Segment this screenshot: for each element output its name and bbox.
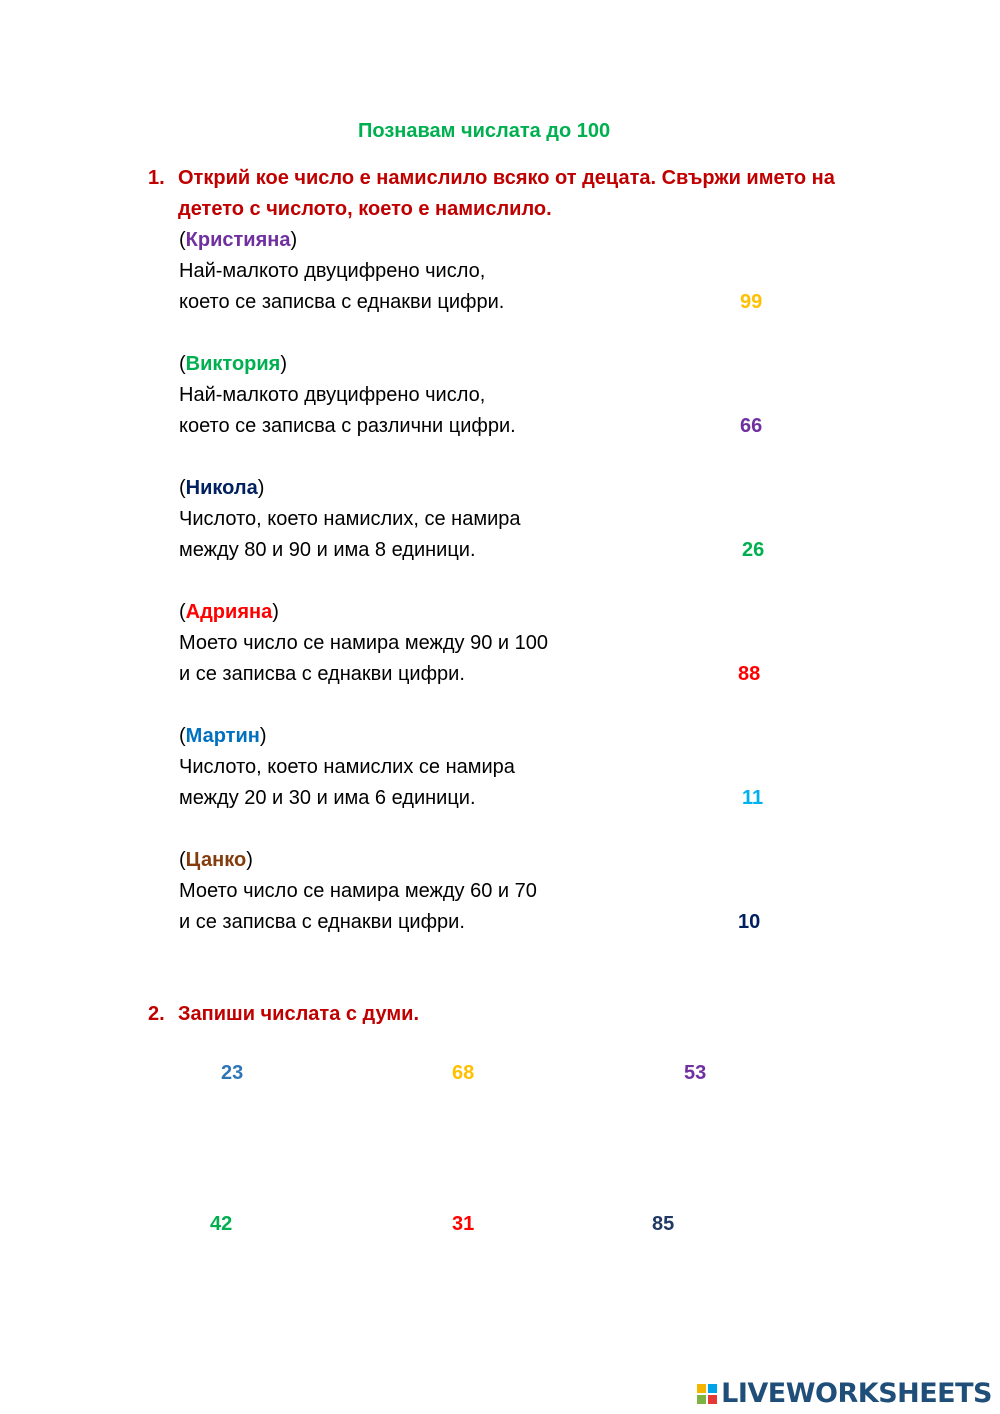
clue-line-1: Числото, което намислих се намира bbox=[179, 756, 515, 778]
clue-line-1: Моето число се намира между 90 и 100 bbox=[179, 632, 548, 654]
open-paren: ( bbox=[179, 725, 186, 747]
clue-line-1: Числото, което намислих, се намира bbox=[179, 508, 521, 530]
task-2-heading bbox=[148, 999, 548, 1029]
clue-line-2: между 80 и 90 и има 8 единици. bbox=[179, 539, 476, 561]
answer-number[interactable]: 88 bbox=[738, 663, 761, 685]
clue-line-1: Най-малкото двуцифрено число, bbox=[179, 260, 486, 282]
task-1-text-line2: детето с числото, което е намислило. bbox=[178, 198, 552, 220]
close-paren: ) bbox=[257, 477, 265, 499]
clue-line-1: Моето число се намира между 60 и 70 bbox=[179, 880, 537, 902]
close-paren: ) bbox=[272, 601, 279, 623]
child-name: Адрияна bbox=[185, 601, 273, 623]
number-to-write: 31 bbox=[452, 1213, 475, 1235]
child-name-line bbox=[179, 845, 253, 875]
task-2-text: Запиши числата с думи. bbox=[178, 1003, 420, 1025]
child-name: Виктория bbox=[185, 353, 281, 375]
page-title: Познавам числата до 100 bbox=[358, 120, 611, 142]
task-1-heading bbox=[148, 163, 888, 225]
open-paren: ( bbox=[179, 477, 186, 499]
close-paren: ) bbox=[280, 353, 288, 375]
clue-line-2: което се записва с еднакви цифри. bbox=[179, 291, 505, 313]
clue-line-2: и се записва с еднакви цифри. bbox=[179, 911, 465, 933]
close-paren: ) bbox=[259, 725, 267, 747]
child-name-line bbox=[179, 473, 264, 503]
child-name-line bbox=[179, 225, 297, 255]
answer-number[interactable]: 99 bbox=[740, 291, 763, 313]
number-to-write: 23 bbox=[221, 1062, 244, 1084]
logo-blocks-icon bbox=[697, 1384, 717, 1404]
answer-number[interactable]: 10 bbox=[738, 911, 761, 933]
open-paren: ( bbox=[179, 229, 186, 251]
clue-line-1: Най-малкото двуцифрено число, bbox=[179, 384, 486, 406]
answer-number[interactable]: 26 bbox=[742, 539, 765, 561]
child-name: Кристияна bbox=[185, 229, 291, 251]
number-to-write: 53 bbox=[684, 1062, 707, 1084]
logo-text: LIVEWORKSHEETS bbox=[721, 1378, 992, 1409]
answer-number[interactable]: 11 bbox=[742, 787, 764, 809]
open-paren: ( bbox=[179, 353, 186, 375]
child-name-line bbox=[179, 597, 279, 627]
child-name-line bbox=[179, 721, 267, 751]
task-2-number: 2. bbox=[148, 1003, 165, 1025]
close-paren: ) bbox=[290, 229, 298, 251]
number-to-write: 68 bbox=[452, 1062, 475, 1084]
child-name: Цанко bbox=[185, 849, 247, 871]
open-paren: ( bbox=[179, 601, 186, 623]
number-to-write: 42 bbox=[210, 1213, 233, 1235]
number-to-write: 85 bbox=[652, 1213, 675, 1235]
child-name: Никола bbox=[185, 477, 258, 499]
clue-line-2: и се записва с еднакви цифри. bbox=[179, 663, 465, 685]
liveworksheets-logo bbox=[697, 1378, 992, 1409]
clue-line-2: между 20 и 30 и има 6 единици. bbox=[179, 787, 476, 809]
child-name-line bbox=[179, 349, 287, 379]
task-1-number: 1. bbox=[148, 167, 165, 189]
task-1-text-line1: Открий кое число е намислило всяко от децата. Свържи името на bbox=[178, 167, 835, 189]
answer-number[interactable]: 66 bbox=[740, 415, 763, 437]
open-paren: ( bbox=[179, 849, 186, 871]
clue-line-2: което се записва с различни цифри. bbox=[179, 415, 516, 437]
close-paren: ) bbox=[246, 849, 253, 871]
child-name: Мартин bbox=[185, 725, 260, 747]
